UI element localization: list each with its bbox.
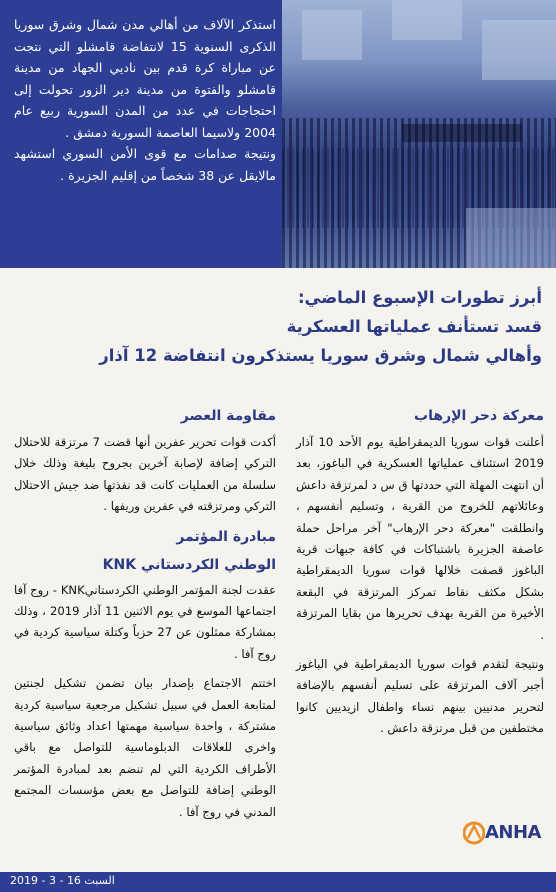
left-column (14, 404, 276, 831)
section-title: معركة دحر الإرهاب (414, 408, 544, 424)
article-paragraph: ونتيجة لتقدم قوات سوريا الديمقراطية في الباغوز أجبر آلاف المرتزقة على تسليم أنفسهم بالإضافة لتحرير مدنيين بينهم نساء واطفال ازيديين كانوا مختطفين من قبل مرتزقة داعش . (296, 657, 544, 736)
section-title: مقاومة العصر (180, 408, 276, 424)
anha-logo (463, 820, 543, 846)
logo-text: ANHA (485, 822, 541, 843)
hero-section (0, 0, 556, 268)
article-paragraph: أكدت قوات تحرير عفرين أنها قضت 7 مرتزقة للاحتلال التركي إضافة لإصابة آخرين بجروح بليغة وذلك خلال سلسلة من العمليات كانت قد نفذتها ضد جيش الاحتلال التركي ومرتزقته في عفرين وريفها . (14, 435, 276, 514)
protest-crowd-photo (282, 0, 556, 268)
section-title: مبادرة المؤتمر (176, 528, 276, 545)
article-paragraph: اختتم الاجتماع بإصدار بيان تضمن تشكيل لجنتين لمتابعة العمل في سبيل تشكيل مرجعية سياسية كردية مشتركة ، واحدة سياسية مهمتها اعداد وثائق سياسية واخرى للعلاقات الدبلوماسية للتواصل مع باقي الأطراف الكردية التي لم تنضم بعد لمبادرة المؤتمر الوطني إضافة للتواصل مع بعض مؤسسات المجتمع المدني في روج آفا . (14, 676, 276, 819)
main-headline-line: وأهالي شمال وشرق سوريا يستذكرون انتفاضة 12 آذار (99, 346, 542, 365)
article-paragraph: أعلنت قوات سوريا الديمقراطية يوم الأحد 10 آذار 2019 استئناف عملياتها العسكرية في الباغوز، بعد أن انتهت المهلة التي حددتها ق س د لمرتزقة داعش وعائلاتهم للخروج من القرية ، وتسليم أنفسهم ، وانطلقت "معركة دحر الإرهاب" آخر مراحل حملة عاصفة الجزيرة باشتباكات في كافة جبهات قرية الباغوز قصفت خلالها قوات سوريا الديمقراطية بشكل مكثف نقاط تمركز المرتزقة في البقعة الأخيرة من القرية بهدف تحريرها من بقايا المرتزقة . (296, 435, 545, 642)
headline-block (14, 283, 542, 370)
hero-paragraph: ونتيجة صدامات مع قوى الأمن السوري استشهد مالايقل عن 38 شخصاً من إقليم الجزيرة . (14, 146, 276, 183)
right-column (296, 404, 544, 748)
article-paragraph: عقدت لجنة المؤتمر الوطني الكردستانيKNK - روج آفا اجتماعها الموسع في يوم الاثنين 11 آذار 2019 ، وذلك بمشاركة ممثلون عن 27 حزباً وكتلة سياسية كردية في روج آفا . (14, 582, 276, 661)
weekly-headline: أبرز تطورات الإسبوع الماضي: (297, 288, 542, 307)
hero-intro-text (14, 14, 276, 186)
section-title: الوطني الكردستاني KNK (102, 556, 276, 573)
issue-date: السبت 16 - 3 - 2019 (10, 874, 115, 887)
anha-logo-icon (463, 820, 485, 846)
footer-bar (0, 872, 556, 892)
hero-paragraph: استذكر الآلاف من أهالي مدن شمال وشرق سوريا الذكرى السنوية 15 لانتفاضة قامشلو التي نتجت عن مباراة كرة قدم بين ناديي الجهاد من مدينة قامشلو والفتوة من مدينة دير الزور تحولت إلى احتجاجات في عدد من المدن السورية ربيع عام 2004 ولاسيما العاصمة السورية دمشق . (14, 17, 276, 140)
main-headline-line: قسد تستأنف عملياتها العسكرية (286, 317, 542, 336)
